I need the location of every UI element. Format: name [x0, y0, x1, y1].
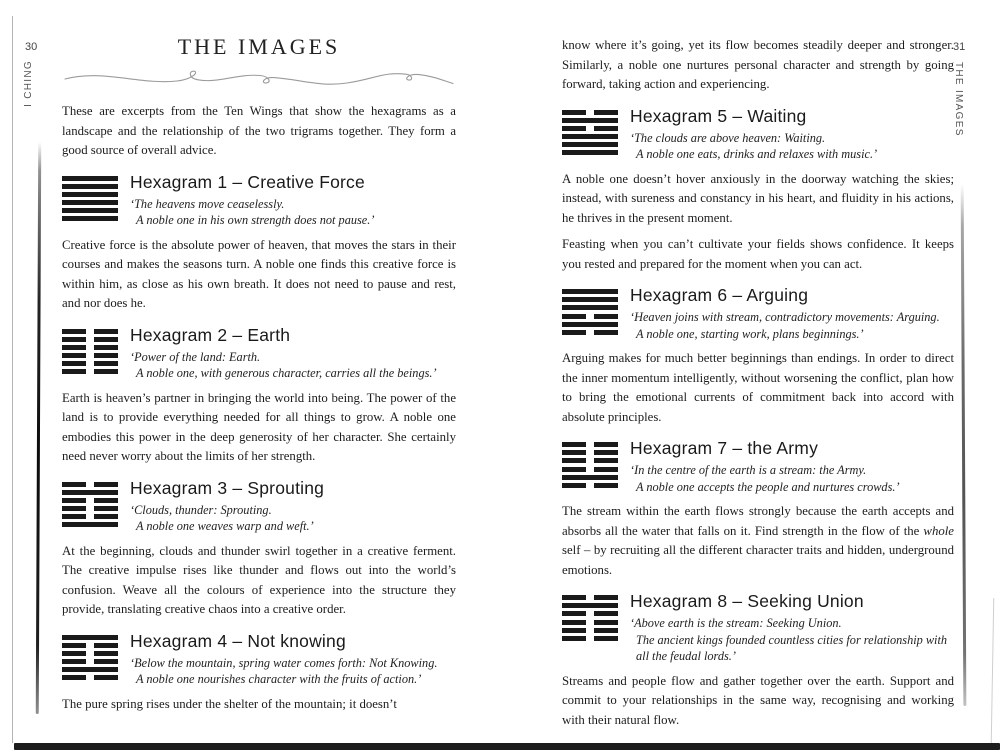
hexagram-line-broken — [562, 483, 618, 488]
body-paragraph: A noble one doesn’t hover anxiously in the doorway watching the skies; instead, with sureness and constancy in his heart, and fluidity in his actions, he thrives in the present moment. — [562, 171, 954, 225]
hexagram-line-segment — [62, 498, 86, 503]
quote-line: ‘In the centre of the earth is a stream: the Army. — [630, 463, 867, 477]
hexagram-icon — [62, 478, 118, 535]
right-page-sections — [562, 106, 954, 731]
hexagram-icon — [562, 285, 618, 342]
hexagram-header — [62, 478, 456, 535]
hexagram-line-broken — [562, 628, 618, 633]
chapter-title: THE IMAGES — [177, 34, 341, 59]
hexagram-header — [62, 325, 456, 382]
body-paragraph: The stream within the earth flows strongly because the earth accepts and absorbs all the water that falls on it. Find strength in the flow of the whole self – by recruiting all the different character traits and hidden, underground emotions. — [562, 504, 954, 577]
hexagram-line-segment — [62, 643, 86, 648]
hexagram-line-solid — [62, 216, 118, 221]
hexagram-header — [562, 591, 954, 665]
hexagram-line-segment — [594, 126, 618, 131]
hexagram-icon — [562, 591, 618, 665]
hexagram-line-segment — [562, 330, 586, 335]
hexagram-line-segment — [94, 643, 118, 648]
hexagram-line-segment — [594, 110, 618, 115]
hexagram-line-segment — [562, 595, 586, 600]
hexagram-line-segment — [562, 467, 586, 472]
hexagram-section — [562, 591, 954, 730]
hexagram-line-broken — [562, 595, 618, 600]
hexagram-line-segment — [62, 651, 86, 656]
quote-line: A noble one weaves warp and weft.’ — [136, 519, 314, 533]
quote-line: ‘Above earth is the stream: Seeking Union. — [630, 616, 842, 630]
section-heading-block — [630, 285, 954, 342]
section-heading-block — [130, 325, 456, 382]
hexagram-header — [62, 172, 456, 229]
section-title: Hexagram 2 – Earth — [130, 324, 291, 345]
page-edge-right — [991, 598, 995, 743]
hexagram-line-solid — [62, 184, 118, 189]
hexagram-line-segment — [62, 659, 86, 664]
hexagram-line-segment — [94, 329, 118, 334]
left-page-sections — [62, 172, 456, 715]
hexagram-line-broken — [562, 450, 618, 455]
quote-line: ‘Below the mountain, spring water comes forth: Not Knowing. — [130, 655, 438, 670]
hexagram-line-segment — [562, 126, 586, 131]
hexagram-line-solid — [62, 490, 118, 495]
quote-line: ‘Power of the land: Earth. — [130, 349, 261, 364]
section-heading-block — [130, 478, 456, 535]
hexagram-line-segment — [562, 442, 586, 447]
quote-line: ‘The heavens move ceaselessly. — [130, 196, 285, 211]
hexagram-line-solid — [62, 667, 118, 672]
ink-mark-left — [36, 142, 41, 714]
flourish-ornament-icon — [62, 66, 456, 90]
quote-line: ‘The clouds are above heaven: Waiting. — [630, 130, 826, 145]
hexagram-line-broken — [562, 620, 618, 625]
hexagram-line-broken — [562, 611, 618, 616]
quote-line: A noble one, starting work, plans beginnings.’ — [636, 326, 864, 341]
hexagram-line-segment — [94, 506, 118, 511]
hexagram-line-broken — [562, 126, 618, 131]
intro-paragraph: These are excerpts from the Ten Wings that show the hexagrams as a landscape and the relationship of the two trigrams together. They form a good source of overall advice. — [62, 104, 456, 157]
section-quote — [630, 462, 954, 495]
section-quote — [130, 349, 456, 382]
body-paragraph: Creative force is the absolute power of heaven, that moves the stars in their courses and makes the seasons turn. A noble one finds this creative force is within him, as close as his own breath. It does not need to pause and rest, and nor does he. — [62, 237, 456, 310]
hexagram-line-broken — [62, 675, 118, 680]
hexagram-line-segment — [594, 458, 618, 463]
running-head-left: I CHING — [23, 60, 34, 107]
hexagram-line-solid — [562, 134, 618, 139]
hexagram-line-segment — [94, 498, 118, 503]
hexagram-header — [562, 285, 954, 342]
page-number-right: 31 — [953, 41, 966, 53]
section-title: Hexagram 4 – Not knowing — [130, 630, 346, 651]
hexagram-line-segment — [62, 369, 86, 374]
hexagram-line-segment — [62, 482, 86, 487]
hexagram-line-solid — [562, 142, 618, 147]
section-title: Hexagram 7 – the Army — [630, 438, 819, 458]
hexagram-section — [62, 325, 456, 467]
section-heading-block — [130, 172, 456, 229]
quote-line: The ancient kings founded countless cities for relationship with all the feudal lords.’ — [636, 632, 948, 663]
running-head-right: THE IMAGES — [953, 62, 964, 137]
hexagram-line-segment — [94, 337, 118, 342]
hexagram-header — [562, 438, 954, 495]
hexagram-line-segment — [562, 611, 586, 616]
hexagram-icon — [62, 172, 118, 229]
hexagram-line-broken — [62, 361, 118, 366]
ink-mark-right — [961, 184, 966, 706]
quote-line: A noble one, with generous character, carries all the beings.’ — [136, 366, 437, 380]
hexagram-line-segment — [594, 483, 618, 488]
body-paragraph: Earth is heaven’s partner in bringing the world into being. The power of the land is to provide everything needed for all things to grow. A noble one embodies this power in the deep generosity of her character. She certainly need never worry about the limits of her strength. — [62, 390, 456, 463]
hexagram-line-broken — [562, 442, 618, 447]
section-heading-block — [630, 438, 954, 495]
hexagram-line-solid — [62, 176, 118, 181]
hexagram-header — [62, 631, 456, 688]
section-quote — [630, 309, 954, 342]
hexagram-section — [562, 285, 954, 427]
book-edge-bottom — [14, 743, 1000, 750]
hexagram-line-solid — [562, 297, 618, 302]
hexagram-line-segment — [62, 345, 86, 350]
hexagram-line-solid — [62, 208, 118, 213]
hexagram-line-broken — [62, 506, 118, 511]
hexagram-line-solid — [62, 192, 118, 197]
section-title: Hexagram 5 – Waiting — [630, 105, 807, 126]
quote-line: A noble one nourishes character with the fruits of action.’ — [136, 672, 422, 686]
hexagram-line-segment — [94, 514, 118, 519]
hexagram-line-solid — [62, 200, 118, 205]
body-paragraph: Feasting when you can’t cultivate your fields shows confidence. It keeps you rested and prepared for the moment when you can act. — [562, 237, 954, 271]
body-paragraph: The pure spring rises under the shelter of the mountain; it doesn’t — [62, 696, 397, 711]
section-quote — [630, 615, 954, 665]
continuation-paragraph: know where it’s going, yet its flow becomes steadily deeper and stronger. Similarly, a noble one nurtures personal character and strength by going forward, taking action and experiencing. — [562, 38, 954, 91]
hexagram-line-segment — [94, 345, 118, 350]
section-quote — [130, 655, 456, 688]
hexagram-line-broken — [62, 353, 118, 358]
section-title: Hexagram 1 – Creative Force — [130, 171, 365, 192]
hexagram-line-segment — [94, 675, 118, 680]
hexagram-line-broken — [62, 643, 118, 648]
hexagram-line-solid — [562, 150, 618, 155]
hexagram-line-segment — [594, 314, 618, 319]
hexagram-line-segment — [562, 620, 586, 625]
hexagram-line-broken — [562, 636, 618, 641]
hexagram-line-segment — [562, 636, 586, 641]
quote-line: ‘Heaven joins with stream, contradictory movements: Arguing. — [630, 310, 940, 324]
section-heading-block — [630, 106, 954, 163]
body-paragraph: Streams and people flow and gather together over the earth. Support and commit to your relationships in the same way, recognising and working with their natural flow. — [562, 673, 954, 727]
hexagram-line-segment — [594, 450, 618, 455]
hexagram-icon — [562, 106, 618, 163]
hexagram-line-segment — [594, 595, 618, 600]
hexagram-line-solid — [562, 475, 618, 480]
hexagram-line-solid — [562, 305, 618, 310]
hexagram-line-broken — [62, 514, 118, 519]
hexagram-line-segment — [62, 514, 86, 519]
section-quote — [630, 130, 954, 163]
hexagram-line-segment — [562, 314, 586, 319]
hexagram-icon — [562, 438, 618, 495]
hexagram-line-broken — [62, 482, 118, 487]
hexagram-line-segment — [94, 361, 118, 366]
body-paragraph: Arguing makes for much better beginnings than endings. In order to direct the inner momentum intelligently, without worsening the conflict, plan how to bring the emotional currents of commitment back into accord with absolute principles. — [562, 351, 954, 424]
section-quote — [130, 196, 456, 229]
hexagram-line-segment — [94, 659, 118, 664]
hexagram-icon — [62, 325, 118, 382]
hexagram-line-solid — [62, 522, 118, 527]
hexagram-line-broken — [62, 651, 118, 656]
hexagram-line-segment — [594, 442, 618, 447]
section-heading-block — [130, 631, 456, 688]
left-page — [62, 34, 456, 714]
hexagram-line-segment — [594, 628, 618, 633]
hexagram-line-segment — [562, 110, 586, 115]
hexagram-line-segment — [94, 353, 118, 358]
hexagram-line-segment — [594, 467, 618, 472]
section-title: Hexagram 8 – Seeking Union — [630, 591, 864, 611]
hexagram-line-broken — [62, 329, 118, 334]
hexagram-line-solid — [562, 603, 618, 608]
hexagram-line-segment — [562, 450, 586, 455]
hexagram-line-solid — [562, 322, 618, 327]
hexagram-line-segment — [94, 651, 118, 656]
hexagram-line-broken — [62, 498, 118, 503]
hexagram-section — [62, 172, 456, 314]
section-quote — [130, 502, 456, 535]
hexagram-icon — [62, 631, 118, 688]
hexagram-header — [562, 106, 954, 163]
right-page — [562, 36, 954, 730]
hexagram-line-segment — [94, 369, 118, 374]
body-paragraph: At the beginning, clouds and thunder swirl together in a creative ferment. The creative impulse rises like thunder and flows out into the world’s confusion. Weave all the colours of experience into the structure they provide, translating creative chaos into a creative order. — [62, 543, 456, 616]
hexagram-line-segment — [62, 506, 86, 511]
hexagram-section — [562, 106, 954, 275]
hexagram-line-segment — [594, 330, 618, 335]
hexagram-line-segment — [562, 458, 586, 463]
hexagram-line-broken — [562, 330, 618, 335]
hexagram-line-segment — [62, 675, 86, 680]
page-edge-left — [12, 16, 13, 743]
quote-line: A noble one in his own strength does not pause.’ — [136, 213, 375, 227]
hexagram-line-segment — [562, 483, 586, 488]
hexagram-line-broken — [562, 314, 618, 319]
hexagram-line-segment — [94, 482, 118, 487]
hexagram-section — [62, 478, 456, 620]
hexagram-line-broken — [62, 337, 118, 342]
hexagram-line-segment — [594, 636, 618, 641]
hexagram-section — [562, 438, 954, 580]
hexagram-line-segment — [62, 337, 86, 342]
hexagram-line-segment — [594, 620, 618, 625]
hexagram-line-broken — [562, 467, 618, 472]
hexagram-line-broken — [62, 369, 118, 374]
hexagram-line-broken — [62, 659, 118, 664]
hexagram-line-solid — [62, 635, 118, 640]
hexagram-line-segment — [62, 361, 86, 366]
section-title: Hexagram 3 – Sprouting — [130, 477, 325, 498]
hexagram-section — [62, 631, 456, 715]
quote-line: A noble one eats, drinks and relaxes with music.’ — [636, 147, 878, 161]
hexagram-line-broken — [562, 110, 618, 115]
quote-line: ‘Clouds, thunder: Sprouting. — [130, 502, 272, 517]
hexagram-line-segment — [562, 628, 586, 633]
hexagram-line-segment — [594, 611, 618, 616]
hexagram-line-solid — [562, 118, 618, 123]
page-number-left: 30 — [25, 41, 38, 53]
hexagram-line-solid — [562, 289, 618, 294]
section-title: Hexagram 6 – Arguing — [630, 285, 809, 305]
section-heading-block — [630, 591, 954, 665]
hexagram-line-broken — [62, 345, 118, 350]
hexagram-line-broken — [562, 458, 618, 463]
quote-line: A noble one accepts the people and nurtures crowds.’ — [636, 479, 900, 494]
hexagram-line-segment — [62, 353, 86, 358]
hexagram-line-segment — [62, 329, 86, 334]
